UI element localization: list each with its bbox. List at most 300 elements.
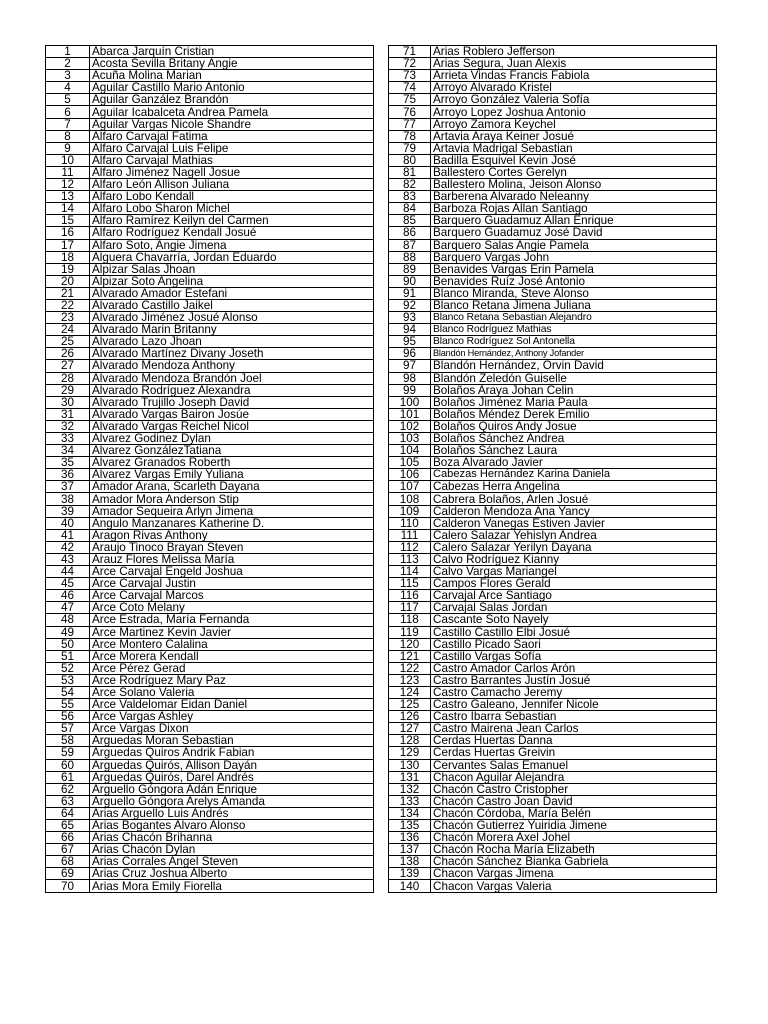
student-name: Chacón Rocha María Elizabeth (431, 844, 717, 856)
table-row (389, 711, 717, 723)
row-number: 84 (389, 203, 431, 215)
table-row (46, 433, 374, 445)
table-row (46, 868, 374, 880)
student-name: Calderon Vanegas Estiven Javier (431, 517, 717, 529)
student-name: Chacón Castro Joan David (431, 795, 717, 807)
table-row (389, 82, 717, 94)
table-row (389, 553, 717, 565)
table-row (46, 408, 374, 420)
student-name: Arroyo Lopez Joshua Antonio (431, 106, 717, 118)
table-row (389, 505, 717, 517)
row-number: 138 (389, 856, 431, 868)
student-name: Arroyo Zamora Keychel (431, 118, 717, 130)
student-name: Ballestero Cortes Gerelyn (431, 166, 717, 178)
table-row (389, 433, 717, 445)
student-name: Castillo Castillo Elbi Josué (431, 626, 717, 638)
student-name: Benavides Ruíz José Antonio (431, 275, 717, 287)
table-row (46, 384, 374, 396)
student-name: Alvarez Godinez Dylan (90, 433, 374, 445)
student-name: Blanco Retana Jimena Juliana (431, 299, 717, 311)
row-number: 71 (389, 46, 431, 58)
row-number: 60 (46, 759, 90, 771)
table-row (389, 529, 717, 541)
student-name: Arguedas Quirós, Allison Dayán (90, 759, 374, 771)
table-row (389, 783, 717, 795)
student-name: Chacón Sánchez Bianka Gabriela (431, 856, 717, 868)
row-number: 72 (389, 58, 431, 70)
row-number: 52 (46, 662, 90, 674)
row-number: 106 (389, 469, 431, 481)
table-row (46, 771, 374, 783)
table-row (46, 541, 374, 553)
table-row (389, 179, 717, 191)
row-number: 45 (46, 578, 90, 590)
row-number: 19 (46, 263, 90, 275)
table-row (389, 324, 717, 336)
student-name: Arce Morera Kendall (90, 650, 374, 662)
student-name: Alvarez GonzálezTatiana (90, 445, 374, 457)
table-row (389, 384, 717, 396)
table-row (389, 590, 717, 602)
table-row (46, 372, 374, 384)
table-row (46, 106, 374, 118)
student-name: Cabezas Herra Angelina (431, 481, 717, 493)
row-number: 132 (389, 783, 431, 795)
student-name: Barboza Rojas Allan Santiago (431, 203, 717, 215)
table-row (389, 215, 717, 227)
student-name: Blandón Hernández, Anthony Jofander (431, 348, 717, 360)
row-number: 11 (46, 166, 90, 178)
row-number: 26 (46, 348, 90, 360)
table-row (46, 396, 374, 408)
student-name: Alfaro Rodríguez Kendall Josué (90, 227, 374, 239)
row-number: 44 (46, 566, 90, 578)
student-name: Blanco Rodríguez Sol Antonella (431, 336, 717, 348)
table-row (46, 674, 374, 686)
student-name: Blanco Miranda, Steve Alonso (431, 287, 717, 299)
row-number: 86 (389, 227, 431, 239)
table-row (46, 699, 374, 711)
row-number: 80 (389, 154, 431, 166)
row-number: 35 (46, 457, 90, 469)
row-number: 137 (389, 844, 431, 856)
student-name: Chacón Morera Axel Johel (431, 832, 717, 844)
student-name: Arce Solano Valeria (90, 686, 374, 698)
row-number: 51 (46, 650, 90, 662)
row-number: 110 (389, 517, 431, 529)
row-number: 131 (389, 771, 431, 783)
row-number: 47 (46, 602, 90, 614)
table-row (46, 517, 374, 529)
row-number: 4 (46, 82, 90, 94)
table-row (389, 457, 717, 469)
row-number: 105 (389, 457, 431, 469)
row-number: 32 (46, 420, 90, 432)
student-name: Cervantes Salas Emanuel (431, 759, 717, 771)
row-number: 104 (389, 445, 431, 457)
table-row (46, 566, 374, 578)
row-number: 69 (46, 868, 90, 880)
row-number: 33 (46, 433, 90, 445)
row-number: 136 (389, 832, 431, 844)
row-number: 40 (46, 517, 90, 529)
row-number: 2 (46, 58, 90, 70)
student-name: Castro Mairena Jean Carlos (431, 723, 717, 735)
table-row (46, 662, 374, 674)
row-number: 22 (46, 299, 90, 311)
table-row (389, 856, 717, 868)
row-number: 73 (389, 70, 431, 82)
row-number: 98 (389, 372, 431, 384)
table-row (389, 566, 717, 578)
student-name: Alvarado Mendoza Anthony (90, 360, 374, 372)
row-number: 108 (389, 493, 431, 505)
student-name: Arias Corrales Angel Steven (90, 856, 374, 868)
student-name: Barquero Vargas John (431, 251, 717, 263)
row-number: 49 (46, 626, 90, 638)
table-row (46, 179, 374, 191)
table-row (389, 686, 717, 698)
table-row (46, 263, 374, 275)
table-row (389, 130, 717, 142)
student-name: Arce Rodríguez Mary Paz (90, 674, 374, 686)
row-number: 20 (46, 275, 90, 287)
table-row (46, 82, 374, 94)
row-number: 15 (46, 215, 90, 227)
table-row (389, 735, 717, 747)
row-number: 83 (389, 191, 431, 203)
row-number: 109 (389, 505, 431, 517)
table-row (46, 505, 374, 517)
row-number: 57 (46, 723, 90, 735)
row-number: 121 (389, 650, 431, 662)
student-name: Alvarez Granados Roberth (90, 457, 374, 469)
table-row (389, 166, 717, 178)
student-name: Alfaro Carvajal Fatima (90, 130, 374, 142)
row-number: 129 (389, 747, 431, 759)
table-row (46, 154, 374, 166)
table-row (46, 58, 374, 70)
student-name: Arce Carvajal Justin (90, 578, 374, 590)
table-row (46, 312, 374, 324)
row-number: 82 (389, 179, 431, 191)
student-name: Abarca Jarquín Cristian (90, 46, 374, 58)
student-name: Arguedas Quirós, Darel Andrés (90, 771, 374, 783)
row-number: 139 (389, 868, 431, 880)
student-name: Cabezas Hernández Karina Daniela (431, 469, 717, 481)
student-name: Alvarado Mendoza Brandón Joel (90, 372, 374, 384)
student-name: Castillo Picado Saori (431, 638, 717, 650)
table-row (46, 578, 374, 590)
row-number: 41 (46, 529, 90, 541)
row-number: 37 (46, 481, 90, 493)
student-name: Alfaro Soto, Angie Jimena (90, 239, 374, 251)
table-row (46, 650, 374, 662)
student-name: Arias Segura, Juan Alexis (431, 58, 717, 70)
student-name: Araujo Tinoco Brayan Steven (90, 541, 374, 553)
row-number: 9 (46, 142, 90, 154)
table-row (389, 299, 717, 311)
student-name: Arrieta Vindas Francis Fabiola (431, 70, 717, 82)
table-row (46, 856, 374, 868)
student-name: Castro Ibarra Sebastian (431, 711, 717, 723)
student-name: Calvo Rodríguez Kianny (431, 553, 717, 565)
student-name: Alvarado Amador Estefani (90, 287, 374, 299)
row-number: 6 (46, 106, 90, 118)
student-name: Acuña Molina Marian (90, 70, 374, 82)
row-number: 14 (46, 203, 90, 215)
row-number: 113 (389, 553, 431, 565)
row-number: 18 (46, 251, 90, 263)
student-name: Arce Coto Melany (90, 602, 374, 614)
table-row (46, 686, 374, 698)
table-row (46, 481, 374, 493)
table-row (389, 517, 717, 529)
row-number: 88 (389, 251, 431, 263)
row-number: 130 (389, 759, 431, 771)
student-name: Alvarado Lazo Jhoan (90, 336, 374, 348)
student-name: Arce Carvajal Engeld Joshua (90, 566, 374, 578)
student-name: Alvarado Martínez Divany Joseth (90, 348, 374, 360)
student-name: Arce Estrada, María Fernanda (90, 614, 374, 626)
table-row (46, 130, 374, 142)
row-number: 68 (46, 856, 90, 868)
row-number: 25 (46, 336, 90, 348)
student-name: Arguedas Moran Sebastian (90, 735, 374, 747)
table-row (389, 203, 717, 215)
table-row (389, 275, 717, 287)
student-list-left (45, 45, 374, 893)
table-row (389, 408, 717, 420)
student-name: Calderon Mendoza Ana Yancy (431, 505, 717, 517)
student-name: Carvajal Arce Santiago (431, 590, 717, 602)
row-number: 50 (46, 638, 90, 650)
student-name: Arias Arguello Luis Andrés (90, 807, 374, 819)
student-name: Barquero Guadamuz Allan Enrique (431, 215, 717, 227)
row-number: 61 (46, 771, 90, 783)
table-row (46, 287, 374, 299)
table-row (389, 396, 717, 408)
student-name: Arias Roblero Jefferson (431, 46, 717, 58)
table-row (389, 58, 717, 70)
table-row (389, 239, 717, 251)
row-number: 134 (389, 807, 431, 819)
row-number: 118 (389, 614, 431, 626)
row-number: 46 (46, 590, 90, 602)
student-name: Arce Vargas Dixon (90, 723, 374, 735)
table-row (46, 457, 374, 469)
row-number: 36 (46, 469, 90, 481)
table-row (46, 191, 374, 203)
table-row (389, 154, 717, 166)
student-name: Barquero Guadamuz José David (431, 227, 717, 239)
student-name: Arauz Flores Melissa María (90, 553, 374, 565)
row-number: 76 (389, 106, 431, 118)
student-name: Blanco Rodríguez Mathias (431, 324, 717, 336)
table-row (46, 795, 374, 807)
student-name: Alfaro Carvajal Mathias (90, 154, 374, 166)
row-number: 8 (46, 130, 90, 142)
student-name: Arce Vargas Ashley (90, 711, 374, 723)
row-number: 123 (389, 674, 431, 686)
student-name: Benavides Vargas Erin Pamela (431, 263, 717, 275)
student-list-right (388, 45, 717, 893)
student-name: Castillo Vargas Sofía (431, 650, 717, 662)
table-row (46, 46, 374, 58)
row-number: 128 (389, 735, 431, 747)
student-name: Castro Barrantes Justín Josué (431, 674, 717, 686)
row-number: 91 (389, 287, 431, 299)
row-number: 23 (46, 312, 90, 324)
table-row (46, 832, 374, 844)
student-name: Alfaro León Allison Juliana (90, 179, 374, 191)
table-row (389, 191, 717, 203)
row-number: 12 (46, 179, 90, 191)
row-number: 140 (389, 880, 431, 892)
student-name: Ballestero Molina, Jeison Alonso (431, 179, 717, 191)
row-number: 102 (389, 420, 431, 432)
student-name: Chacón Gutierrez Yuiridia Jimene (431, 820, 717, 832)
student-name: Bolaños Sánchez Laura (431, 445, 717, 457)
table-row (389, 638, 717, 650)
table-row (46, 469, 374, 481)
row-number: 81 (389, 166, 431, 178)
table-row (389, 541, 717, 553)
student-name: Arroyo Alvarado Kristel (431, 82, 717, 94)
table-row (389, 46, 717, 58)
row-number: 77 (389, 118, 431, 130)
table-row (46, 166, 374, 178)
row-number: 70 (46, 880, 90, 892)
table-row (389, 723, 717, 735)
student-name: Bolaños Méndez Derek Emilio (431, 408, 717, 420)
table-row (389, 348, 717, 360)
table-row (389, 372, 717, 384)
student-name: Arguello Góngora Arelys Amanda (90, 795, 374, 807)
row-number: 94 (389, 324, 431, 336)
row-number: 117 (389, 602, 431, 614)
student-name: Bolaños Sánchez Andrea (431, 433, 717, 445)
row-number: 78 (389, 130, 431, 142)
row-number: 112 (389, 541, 431, 553)
row-number: 126 (389, 711, 431, 723)
table-row (46, 203, 374, 215)
student-name: Calero Salazar Yerilyn Dayana (431, 541, 717, 553)
table-row (46, 602, 374, 614)
student-name: Alvarado Marin Britanny (90, 324, 374, 336)
row-number: 34 (46, 445, 90, 457)
student-name: Alvarado Rodríguez Alexandra (90, 384, 374, 396)
student-name: Arias Mora Emily Fiorella (90, 880, 374, 892)
student-name: Blanco Retana Sebastian Alejandro (431, 312, 717, 324)
student-name: Cascante Soto Nayely (431, 614, 717, 626)
table-row (389, 832, 717, 844)
table-row (46, 324, 374, 336)
table-row (46, 493, 374, 505)
row-number: 43 (46, 553, 90, 565)
student-name: Alpizar Soto Angelina (90, 275, 374, 287)
student-name: Badilla Esquivel Kevin José (431, 154, 717, 166)
student-name: Alvarez Vargas Emily Yuliana (90, 469, 374, 481)
table-row (389, 820, 717, 832)
table-row (389, 118, 717, 130)
student-name: Alvarado Trujillo Joseph David (90, 396, 374, 408)
student-name: Chacón Castro Cristopher (431, 783, 717, 795)
table-row (46, 275, 374, 287)
table-row (46, 70, 374, 82)
student-name: Alfaro Ramírez Keilyn del Carmen (90, 215, 374, 227)
student-name: Alfaro Lobo Kendall (90, 191, 374, 203)
table-row (389, 868, 717, 880)
student-name: Arguello Góngora Adán Enrique (90, 783, 374, 795)
table-row (46, 626, 374, 638)
row-number: 27 (46, 360, 90, 372)
table-row (389, 880, 717, 892)
row-number: 125 (389, 699, 431, 711)
table-row (46, 215, 374, 227)
student-name: Amador Arana, Scarleth Dayana (90, 481, 374, 493)
student-name: Blandón Zeledón Guiselle (431, 372, 717, 384)
student-name: Arce Valdelomar Eidan Daniel (90, 699, 374, 711)
student-name: Alvarado Vargas Reichel Nicol (90, 420, 374, 432)
student-name: Castro Camacho Jeremy (431, 686, 717, 698)
student-name: Blandón Hernández, Orvin David (431, 360, 717, 372)
student-name: Cerdas Huertas Greivin (431, 747, 717, 759)
row-number: 85 (389, 215, 431, 227)
row-number: 120 (389, 638, 431, 650)
table-row (46, 820, 374, 832)
student-name: Barquero Salas Angie Pamela (431, 239, 717, 251)
row-number: 7 (46, 118, 90, 130)
student-name: Alfaro Lobo Sharon Michel (90, 203, 374, 215)
table-row (389, 142, 717, 154)
student-name: Arce Carvajal Marcos (90, 590, 374, 602)
row-number: 127 (389, 723, 431, 735)
row-number: 92 (389, 299, 431, 311)
table-row (389, 420, 717, 432)
row-number: 1 (46, 46, 90, 58)
table-row (46, 251, 374, 263)
row-number: 99 (389, 384, 431, 396)
student-name: Aragon Rivas Anthony (90, 529, 374, 541)
row-number: 114 (389, 566, 431, 578)
table-row (389, 251, 717, 263)
row-number: 124 (389, 686, 431, 698)
student-name: Boza Alvarado Javier (431, 457, 717, 469)
table-row (46, 348, 374, 360)
row-number: 54 (46, 686, 90, 698)
row-number: 111 (389, 529, 431, 541)
student-name: Carvajal Salas Jordan (431, 602, 717, 614)
table-row (389, 578, 717, 590)
student-name: Alfaro Carvajal Luis Felipe (90, 142, 374, 154)
row-number: 21 (46, 287, 90, 299)
table-row (389, 614, 717, 626)
row-number: 67 (46, 844, 90, 856)
row-number: 63 (46, 795, 90, 807)
row-number: 122 (389, 662, 431, 674)
table-row (46, 735, 374, 747)
student-name: Arias Chacón Brihanna (90, 832, 374, 844)
table-row (46, 227, 374, 239)
table-row (389, 263, 717, 275)
table-row (46, 844, 374, 856)
student-name: Aguilar Ganzález Brandón (90, 94, 374, 106)
student-name: Artavia Madrigal Sebastian (431, 142, 717, 154)
student-name: Chacon Vargas Jimena (431, 868, 717, 880)
student-name: Chacon Aguilar Alejandra (431, 771, 717, 783)
student-name: Cabrera Bolaños, Arlen Josué (431, 493, 717, 505)
